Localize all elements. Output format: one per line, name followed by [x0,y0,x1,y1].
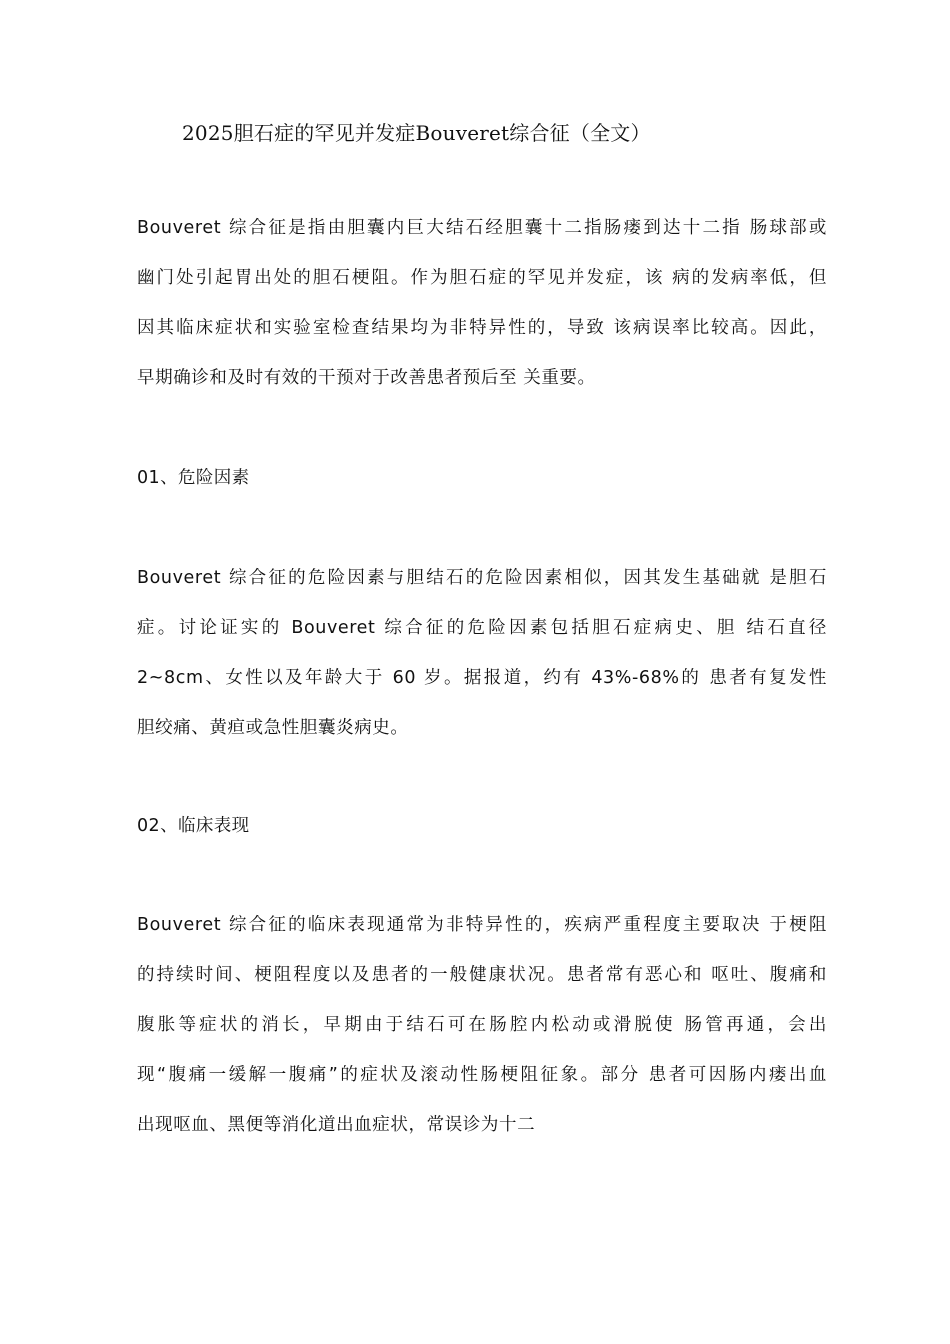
paragraph-line: Bouveret 综合征的临床表现通常为非特异性的，疾病严重程度主要取决 于梗阻 [137,915,827,935]
paragraph-line: 幽门处引起胃出处的胆石梗阻。作为胆石症的罕见并发症，该 病的发病率低，但 [137,268,827,288]
paragraph-line: 现“腹痛一缓解一腹痛”的症状及滚动性肠梗阻征象。部分 患者可因肠内瘘出血 [137,1065,827,1085]
section-heading-clinical-presentation: 02、临床表现 [137,816,250,836]
paragraph-line: 胆绞痛、黄疸或急性胆囊炎病史。 [137,718,409,738]
section-heading-risk-factors: 01、危险因素 [137,468,250,488]
paragraph-line: 腹胀等症状的消长，早期由于结石可在肠腔内松动或滑脱使 肠管再通，会出 [137,1015,827,1035]
document-title: 2025胆石症的罕见并发症Bouveret综合征（全文） [182,121,651,145]
paragraph-line: 的持续时间、梗阻程度以及患者的一般健康状况。患者常有恶心和 呕吐、腹痛和 [137,965,827,985]
paragraph-line: 出现呕血、黑便等消化道出血症状，常误诊为十二 [137,1115,536,1135]
paragraph-line: 早期确诊和及时有效的干预对于改善患者预后至 关重要。 [137,368,596,388]
paragraph-line: Bouveret 综合征是指由胆囊内巨大结石经胆囊十二指肠瘘到达十二指 肠球部或 [137,218,827,238]
paragraph-line: 2~8cm、女性以及年龄大于 60 岁。据报道，约有 43%-68%的 患者有复发性 [137,668,827,688]
paragraph-line: 因其临床症状和实验室检查结果均为非特异性的，导致 该病误率比较高。因此， [137,318,827,338]
paragraph-line: Bouveret 综合征的危险因素与胆结石的危险因素相似，因其发生基础就 是胆石 [137,568,827,588]
paragraph-line: 症。讨论证实的 Bouveret 综合征的危险因素包括胆石症病史、胆 结石直径 [137,618,827,638]
